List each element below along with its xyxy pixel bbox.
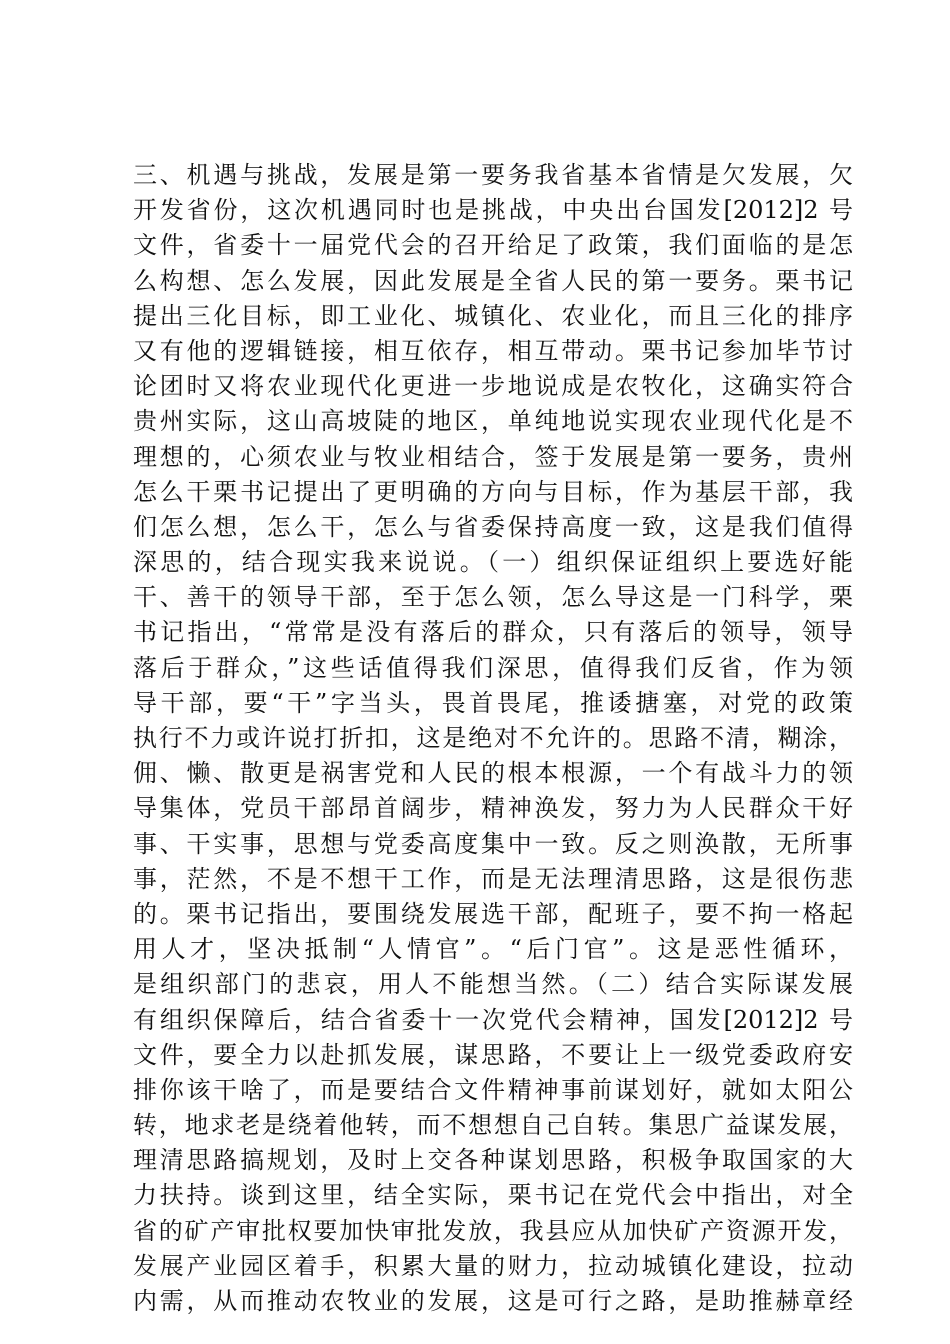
text-line: 导集体，党员干部昂首阔步，精神涣发，努力为人民群众干好	[133, 794, 853, 823]
text-line: 落后于群众，”这些话值得我们深思，值得我们反省，作为领	[133, 653, 853, 682]
text-line: 用人才，坚决抵制“人情官”。“后门官”。这是恶性循环，	[133, 935, 853, 964]
text-line: 三、机遇与挑战，发展是第一要务我省基本省情是欠发展，欠	[133, 161, 853, 189]
text-line: 执行不力或许说打折扣，这是绝对不允许的。思路不清，糊涂，	[133, 724, 853, 752]
text-line: 开发省份，这次机遇同时也是挑战，中央出台国发[2012]2 号	[133, 196, 853, 225]
text-line: 又有他的逻辑链接，相互依存，相互带动。栗书记参加毕节讨	[133, 336, 853, 365]
text-line: 导干部，要“干”字当头，畏首畏尾，推诿搪塞，对党的政策	[133, 688, 853, 717]
text-line: 怎么干栗书记提出了更明确的方向与目标，作为基层干部，我	[133, 477, 853, 506]
text-line: 们怎么想，怎么干，怎么与省委保持高度一致，这是我们值得	[133, 512, 853, 541]
text-line: 事，茫然，不是不想干工作，而是无法理清思路，这是很伤悲	[133, 864, 853, 893]
text-line: 么构想、怎么发展，因此发展是全省人民的第一要务。栗书记	[133, 266, 853, 295]
text-line: 力扶持。谈到这里，结全实际，栗书记在党代会中指出，对全	[133, 1181, 853, 1210]
text-line: 提出三化目标，即工业化、城镇化、农业化，而且三化的排序	[133, 301, 853, 330]
text-line: 有组织保障后，结合省委十一次党代会精神，国发[2012]2 号	[133, 1005, 853, 1034]
text-line: 转，地求老是绕着他转，而不想想自己自转。集思广益谋发展，	[133, 1111, 853, 1140]
text-line: 理想的，心须农业与牧业相结合，签于发展是第一要务，贵州	[133, 442, 853, 471]
text-line: 理清思路搞规划，及时上交各种谋划思路，积极争取国家的大	[133, 1146, 853, 1175]
text-line: 事、干实事，思想与党委高度集中一致。反之则涣散，无所事	[133, 829, 853, 858]
text-line: 排你该干啥了，而是要结合文件精神事前谋划好，就如太阳公	[133, 1075, 853, 1104]
text-line: 书记指出，“常常是没有落后的群众，只有落后的领导，领导	[133, 618, 853, 647]
text-line: 内需，从而推动农牧业的发展，这是可行之路，是助推赫章经	[133, 1287, 853, 1315]
text-line: 的。栗书记指出，要围绕发展选干部，配班子，要不拘一格起	[133, 899, 853, 928]
text-line: 深思的，结合现实我来说说。（一）组织保证组织上要选好能	[133, 548, 853, 577]
text-line: 文件，要全力以赴抓发展，谋思路，不要让上一级党委政府安	[133, 1040, 853, 1069]
text-line: 是组织部门的悲哀，用人不能想当然。（二）结合实际谋发展	[133, 970, 853, 999]
text-line: 干、善干的领导干部，至于怎么领，怎么导这是一门科学，栗	[133, 583, 853, 612]
body-text	[133, 158, 853, 1319]
text-line: 省的矿产审批权要加快审批发放，我县应从加快矿产资源开发，	[133, 1216, 853, 1245]
text-line: 发展产业园区着手，积累大量的财力，拉动城镇化建设，拉动	[133, 1251, 853, 1280]
text-line: 贵州实际，这山高坡陡的地区，单纯地说实现农业现代化是不	[133, 407, 853, 436]
text-line: 文件，省委十一届党代会的召开给足了政策，我们面临的是怎	[133, 231, 853, 260]
text-line: 佣、懒、散更是祸害党和人民的根本根源，一个有战斗力的领	[133, 759, 853, 788]
text-line: 论团时又将农业现代化更进一步地说成是农牧化，这确实符合	[133, 372, 853, 401]
